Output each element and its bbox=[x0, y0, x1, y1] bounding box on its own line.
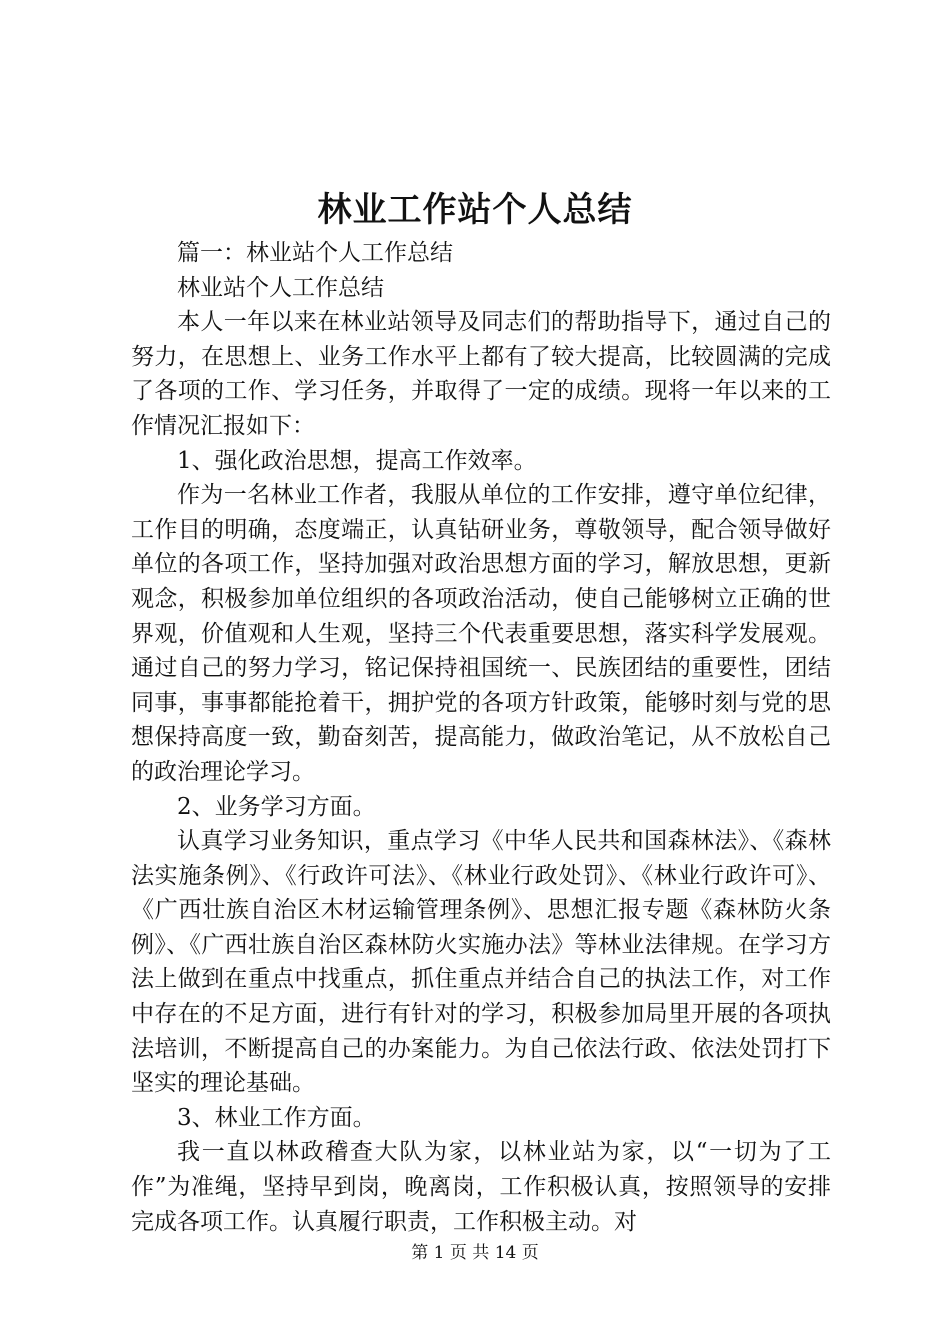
document-title: 林业工作站个人总结 bbox=[317, 190, 633, 230]
subheading: 林业站个人工作总结 bbox=[177, 274, 384, 301]
paragraph: 作为一名林业工作者，我服从单位的工作安排，遵守单位纪律，工作目的明确，态度端正，认真钻研业务，尊敬领导，配合领导做好单位的各项工作，坚持加强对政治思想方面的学习，解放思想，更新观念，积极参加单位组织的各项政治活动，使自己能够树立正确的世界观，价值观和人生观，坚持三个代表重要思想，落实科学发展观。通过自己的努力学习，铭记保持祖国统一、民族团结的重要性，团结同事，事事都能抢着干，拥护党的各项方针政策，能够时刻与党的思想保持高度一致，勤奋刻苦，提高能力，做政治笔记，从不放松自己的政治理论学习。 bbox=[131, 482, 831, 785]
numbered-heading: 1、强化政治思想，提高工作效率。 bbox=[177, 447, 537, 474]
numbered-heading: 2、业务学习方面。 bbox=[177, 793, 376, 820]
document-body bbox=[131, 236, 831, 1239]
paragraph: 我一直以林政稽查大队为家，以林业站为家，以“一切为了工作”为准绳，坚持早到岗，晚离岗，工作积极认真，按照领导的安排完成各项工作。认真履行职责，工作积极主动。对 bbox=[131, 1139, 831, 1235]
numbered-heading: 3、林业工作方面。 bbox=[177, 1104, 376, 1131]
page-footer: 第 1 页 共 14 页 bbox=[411, 1243, 539, 1263]
section-heading: 篇一：林业站个人工作总结 bbox=[177, 240, 453, 266]
paragraph: 本人一年以来在林业站领导及同志们的帮助指导下，通过自己的努力，在思想上、业务工作水平上都有了较大提高，比较圆满的完成了各项的工作、学习任务，并取得了一定的成绩。现将一年以来的工作情况汇报如下： bbox=[131, 309, 831, 439]
paragraph: 认真学习业务知识，重点学习《中华人民共和国森林法》、《森林法实施条例》、《行政许可法》、《林业行政处罚》、《林业行政许可》、《广西壮族自治区木材运输管理条例》、思想汇报专题《森林防火条例》、《广西壮族自治区森林防火实施办法》等林业法律规。在学习方法上做到在重点中找重点，抓住重点并结合自己的执法工作，对工作中存在的不足方面，进行有针对的学习，积极参加局里开展的各项执法培训，不断提高自己的办案能力。为自己依法行政、依法处罚打下坚实的理论基础。 bbox=[131, 828, 831, 1097]
